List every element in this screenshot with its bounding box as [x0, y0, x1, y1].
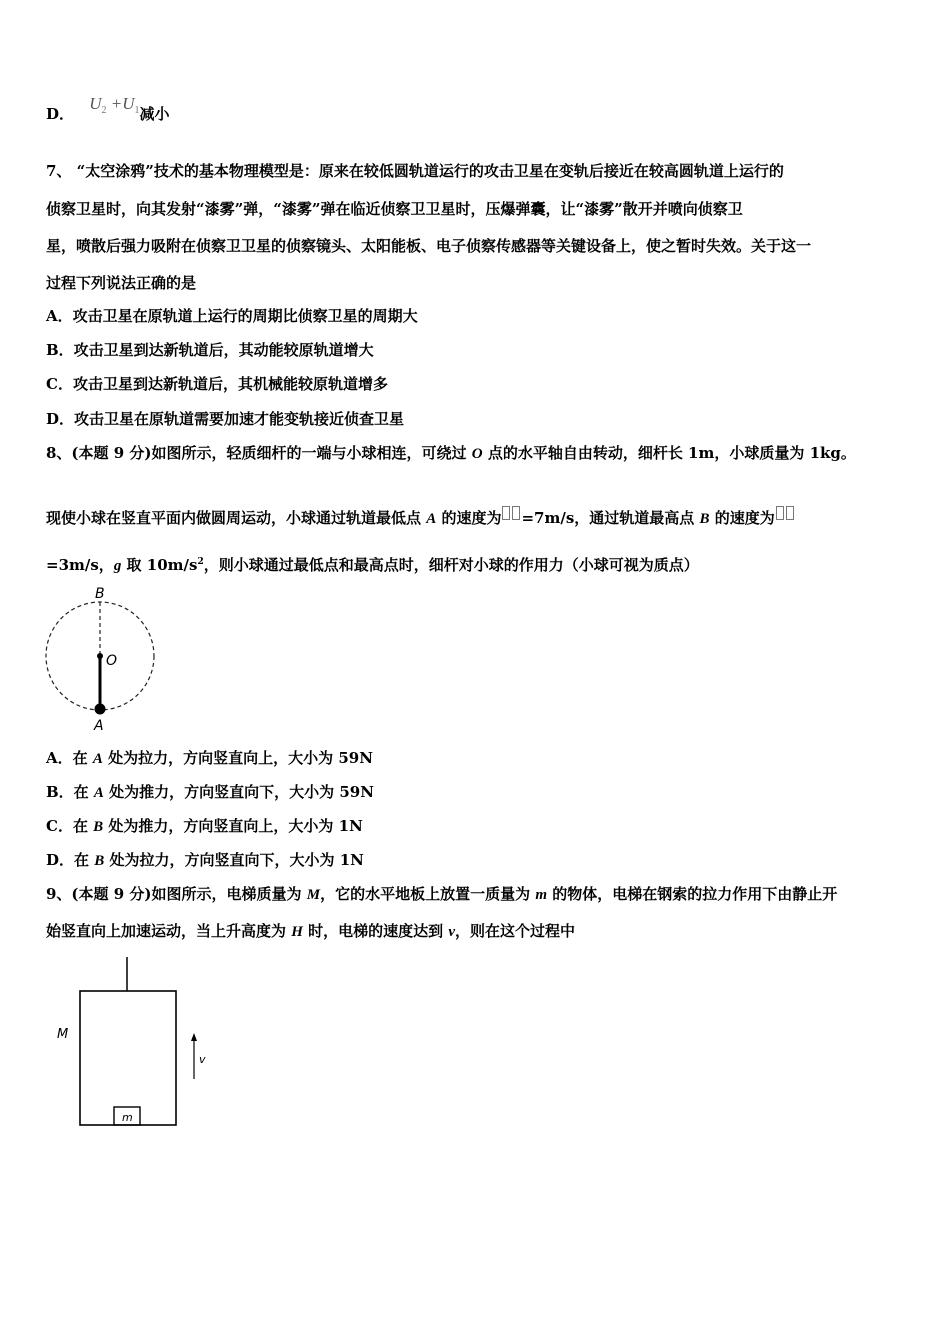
- q9-text: 9、(本题 9 分)如图所示，电梯质量为: [46, 885, 307, 903]
- q8-option-c: [46, 816, 363, 837]
- q8-text: ，则小球通过最低点和最高点时，细杆对小球的作用力（小球可视为质点）: [203, 556, 699, 574]
- opt-var: A: [93, 785, 104, 801]
- var-g: g: [113, 558, 122, 574]
- var-m-small: m: [535, 887, 547, 903]
- opt-text: B．在: [46, 783, 94, 801]
- q8-text: =3m/s，: [46, 556, 114, 574]
- opt-text: 处为拉力，方向竖直向下，大小为 1N: [104, 851, 364, 869]
- pivot-point: [97, 653, 103, 659]
- q9-text: 的物体，电梯在钢索的拉力作用下由静止开: [547, 885, 838, 903]
- elevator-car: [80, 991, 176, 1125]
- plus-sign: +: [110, 94, 123, 113]
- q8-text: 的速度为: [436, 509, 502, 527]
- q6-option-d: [46, 94, 170, 131]
- opt-var: A: [92, 751, 103, 767]
- q7-line-1: 7、 “太空涂鸦”技术的基本物理模型是：原来在较低圆轨道运行的攻击卫星在变轨后接近在较高圆轨道上运行的: [46, 162, 784, 180]
- q8-text: 点的水平轴自由转动，细杆长 1m，小球质量为 1kg。: [482, 444, 856, 462]
- var-h: H: [291, 924, 303, 940]
- label-m-big: M: [57, 1027, 69, 1042]
- opt-text: C．在: [46, 817, 94, 835]
- opt-text: A．在: [46, 749, 93, 767]
- q8-text: 取 10m/s: [121, 556, 198, 574]
- label-o: O: [106, 653, 118, 669]
- q8-text: 现使小球在竖直平面内做圆周运动，小球通过轨道最低点: [46, 509, 427, 527]
- q9-line-1: [46, 884, 837, 905]
- q8-line-3: [46, 555, 699, 576]
- opt-text: 处为推力，方向竖直向上，大小为 1N: [103, 817, 363, 835]
- opt-text: D．在: [46, 851, 95, 869]
- missing-glyph-icon: [776, 506, 784, 520]
- q9-elevator-figure: [50, 955, 220, 1130]
- var-m-big: M: [306, 887, 321, 903]
- label-a: A: [94, 718, 104, 734]
- q7-line-3: 星，喷散后强力吸附在侦察卫卫星的侦察镜头、太阳能板、电子侦察传感器等关键设备上，使之暂时失效。关于这一: [46, 237, 812, 255]
- opt-var: B: [93, 819, 104, 835]
- missing-glyph-icon: [502, 506, 510, 520]
- ball: [95, 704, 106, 715]
- superscript: 2: [197, 557, 204, 567]
- q8-text: 8、(本题 9 分)如图所示，轻质细杆的一端与小球相连，可绕过: [46, 444, 472, 462]
- q9-text: ，它的水平地板上放置一质量为: [320, 885, 536, 903]
- q7-option-c: C．攻击卫星到达新轨道后，其机械能较原轨道增多: [46, 375, 388, 393]
- opt-var: B: [94, 853, 105, 869]
- label-b: B: [95, 586, 105, 602]
- q8-option-d: [46, 850, 364, 871]
- q9-line-2: [46, 921, 575, 942]
- u2-subscript: 2: [101, 105, 107, 116]
- formula: [89, 94, 140, 116]
- q8-line-2: [46, 506, 795, 529]
- option-letter: D．: [46, 105, 75, 123]
- option-text: 减小: [139, 105, 170, 123]
- u1-symbol: U: [122, 94, 135, 113]
- label-v: v: [199, 1053, 206, 1066]
- q9-text: 时，电梯的速度达到: [302, 922, 449, 940]
- q8-circle-figure: [40, 582, 165, 734]
- missing-glyph-icon: [786, 506, 794, 520]
- u2-symbol: U: [89, 94, 102, 113]
- q7-line-2: 侦察卫星时，向其发射“漆雾”弹，“漆雾”弹在临近侦察卫卫星时，压爆弹囊，让“漆雾”散开并喷向侦察卫: [46, 200, 743, 218]
- missing-glyph-icon: [512, 506, 520, 520]
- label-m-small: m: [122, 1111, 133, 1124]
- q8-text: 的速度为: [709, 509, 775, 527]
- arrow-head-icon: [191, 1033, 197, 1041]
- q8-option-b: [46, 782, 374, 803]
- opt-text: 处为拉力，方向竖直向上，大小为 59N: [102, 749, 373, 767]
- q8-text: =7m/s，通过轨道最高点: [521, 509, 700, 527]
- q8-option-a: [46, 748, 373, 769]
- q8-line-1: [46, 443, 856, 464]
- q7-option-b: B．攻击卫星到达新轨道后，其动能较原轨道增大: [46, 341, 374, 359]
- var-b: B: [699, 511, 710, 527]
- var-o: O: [471, 446, 483, 462]
- q7-option-d: D．攻击卫星在原轨道需要加速才能变轨接近侦查卫星: [46, 410, 405, 428]
- q7-line-4: 过程下列说法正确的是: [46, 274, 197, 292]
- q9-text: 始竖直向上加速运动，当上升高度为: [46, 922, 292, 940]
- q7-option-a: A．攻击卫星在原轨道上运行的周期比侦察卫星的周期大: [46, 307, 418, 325]
- var-a: A: [426, 511, 437, 527]
- q9-text: ，则在这个过程中: [455, 922, 576, 940]
- var-v: v: [448, 924, 456, 940]
- opt-text: 处为推力，方向竖直向下，大小为 59N: [103, 783, 374, 801]
- u1-subscript: 1: [134, 105, 140, 116]
